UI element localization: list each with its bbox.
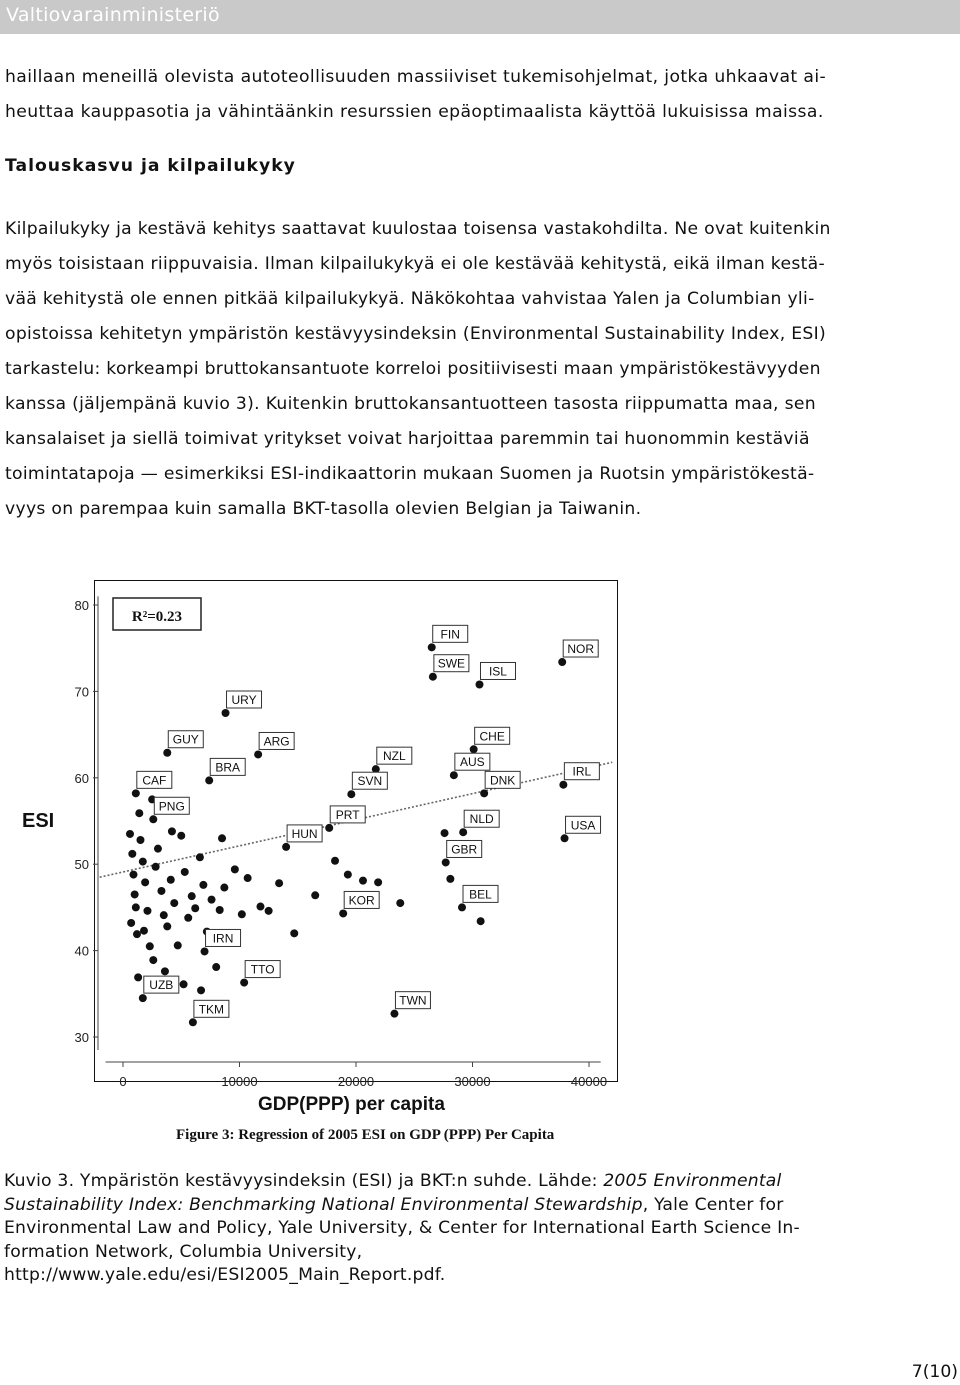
data-point: [167, 876, 175, 884]
data-point: [275, 879, 283, 887]
point-label-arg: ARG: [263, 734, 290, 749]
data-point: [344, 871, 352, 879]
data-point: [265, 907, 273, 915]
data-point: [141, 878, 149, 886]
x-tick-label: 0: [119, 1074, 127, 1089]
data-point: [231, 865, 239, 873]
point-label-swe: SWE: [437, 656, 466, 671]
data-point: [140, 927, 148, 935]
data-point-isl: [475, 680, 483, 688]
data-point: [146, 942, 154, 950]
text-line: Kilpailukyky ja kestävä kehitys saattavat kuulostaa toisensa vastakohdilta. Ne ovat kuitenkin: [5, 219, 831, 239]
caption-text: Environmental Law and Policy, Yale University, & Center for International Earth Science In-: [4, 1218, 800, 1238]
data-point: [134, 973, 142, 981]
data-point: [131, 890, 139, 898]
x-tick-label: 20000: [337, 1074, 375, 1089]
point-label-svn: SVN: [357, 774, 383, 789]
data-point: [181, 868, 189, 876]
data-point: [184, 914, 192, 922]
x-tick-label: 40000: [570, 1074, 608, 1089]
data-point: [216, 906, 224, 914]
r-squared-label: R²=0.23: [131, 609, 183, 625]
data-point: [238, 910, 246, 918]
data-point: [477, 917, 485, 925]
text-line: haillaan meneillä olevista autoteollisuuden massiiviset tukemisohjelmat, jotka uhkaavat ai-: [5, 67, 827, 87]
point-label-guy: GUY: [172, 732, 199, 747]
data-point-bel: [458, 903, 466, 911]
text-line: kansalaiset ja siellä toimivat yritykset voivat harjoittaa paremmin tai huonommin kestäviä: [5, 429, 810, 449]
point-label-gbr: GBR: [451, 842, 478, 857]
point-label-aus: AUS: [460, 755, 485, 770]
data-point: [199, 881, 207, 889]
point-label-dnk: DNK: [489, 773, 516, 788]
text-line: vää kehitystä ole ennen pitkää kilpailukykyä. Näkökohtaa vahvistaa Yalen ja Columbian yli-: [5, 289, 815, 309]
data-point: [208, 896, 216, 904]
data-point-irn: [201, 947, 209, 955]
data-point-tto: [240, 979, 248, 987]
point-label-bra: BRA: [215, 760, 241, 775]
point-label-nzl: NZL: [382, 749, 406, 764]
data-point: [396, 899, 404, 907]
data-point-nld: [459, 828, 467, 836]
data-point-tkm: [189, 1018, 197, 1026]
x-tick-label: 30000: [454, 1074, 491, 1089]
data-point: [180, 980, 188, 988]
data-point-caf: [132, 789, 140, 797]
point-label-tkm: TKM: [198, 1002, 225, 1017]
data-point: [132, 903, 140, 911]
text-line: heuttaa kauppasotia ja vähintäänkin resurssien epäoptimaalista käyttöä lukuisissa maissa.: [5, 102, 824, 122]
data-point: [168, 827, 176, 835]
data-point: [139, 858, 147, 866]
data-point: [160, 911, 168, 919]
y-tick-label: 70: [74, 684, 89, 700]
point-label-nld: NLD: [469, 812, 494, 827]
page-number: 7(10): [911, 1362, 958, 1382]
text-line: tarkastelu: korkeampi bruttokansantuote korreloi positiivisesti maan ympäristökestävyyden: [5, 359, 821, 379]
point-label-png: PNG: [158, 799, 185, 814]
point-label-isl: ISL: [488, 664, 507, 679]
header-title: Valtiovarainministeriö: [6, 4, 220, 26]
y-tick-label: 60: [74, 770, 89, 786]
data-point-arg: [254, 750, 262, 758]
point-label-hun: HUN: [291, 826, 318, 841]
point-label-ury: URY: [231, 693, 257, 707]
source-url[interactable]: http://www.yale.edu/esi/ESI2005_Main_Report.pdf.: [4, 1265, 446, 1285]
section-heading: Talouskasvu ja kilpailukyky: [5, 156, 296, 176]
caption-text: , Yale Center for: [642, 1194, 784, 1215]
point-label-irn: IRN: [212, 931, 234, 946]
text-line: opistoissa kehitetyn ympäristön kestävyysindeksin (Environmental Sustainability Index, ESI): [5, 324, 826, 344]
data-point: [256, 903, 264, 911]
caption-italic-title: 2005 Environmental: [603, 1171, 782, 1191]
data-point: [157, 887, 165, 895]
point-label-twn: TWN: [399, 993, 427, 1008]
point-label-uzb: UZB: [149, 978, 174, 993]
data-point: [331, 857, 339, 865]
data-point: [311, 891, 319, 899]
data-point: [220, 884, 228, 892]
y-tick-label: 50: [74, 857, 89, 873]
data-point: [152, 863, 160, 871]
data-point-prt: [325, 824, 333, 832]
data-point-irl: [559, 781, 567, 789]
data-point: [446, 875, 454, 883]
point-label-che: CHE: [479, 729, 505, 744]
data-point: [126, 830, 134, 838]
text-line: vyys on parempaa kuin samalla BKT-tasolla olevien Belgian ja Taiwanin.: [5, 499, 642, 519]
data-point-gbr: [442, 858, 450, 866]
data-point: [196, 853, 204, 861]
data-point-che: [470, 745, 478, 753]
data-point-usa: [561, 834, 569, 842]
y-tick-label: 40: [74, 943, 89, 959]
data-point-hun: [282, 843, 290, 851]
data-point: [163, 922, 171, 930]
point-label-kor: KOR: [348, 893, 375, 908]
data-point: [244, 874, 252, 882]
data-point: [128, 850, 136, 858]
x-tick-label: 10000: [221, 1074, 258, 1089]
data-point: [290, 929, 298, 937]
data-point: [136, 836, 144, 844]
data-point: [154, 845, 162, 853]
data-point-aus: [450, 771, 458, 779]
data-point-nor: [558, 658, 566, 666]
data-point-png: [149, 815, 157, 823]
caption-text: formation Network, Columbia University,: [4, 1241, 363, 1262]
data-point: [143, 907, 151, 915]
text-line: toimintatapoja — esimerkiksi ESI-indikaattorin mukaan Suomen ja Ruotsin ympäristökestä-: [5, 464, 815, 484]
data-point: [191, 904, 199, 912]
data-point-guy: [163, 749, 171, 757]
data-point: [129, 871, 137, 879]
data-point: [127, 919, 135, 927]
caption-italic-title-cont: Sustainability Index: Benchmarking National Environmental Stewardship: [4, 1194, 643, 1215]
point-label-irl: IRL: [572, 764, 592, 779]
figure-caption-title: Figure 3: Regression of 2005 ESI on GDP (PPP) Per Capita: [176, 1127, 555, 1143]
data-point: [135, 809, 143, 817]
point-label-prt: PRT: [335, 807, 360, 822]
data-point: [149, 956, 157, 964]
y-tick-label: 80: [74, 598, 89, 613]
data-point: [359, 877, 367, 885]
point-label-nor: NOR: [567, 642, 595, 657]
data-point: [197, 986, 205, 994]
point-label-usa: USA: [570, 818, 596, 833]
data-point: [188, 892, 196, 900]
data-point: [133, 930, 141, 938]
data-point: [212, 963, 220, 971]
data-point: [441, 829, 449, 837]
data-point-dnk: [480, 789, 488, 797]
data-point: [174, 941, 182, 949]
data-point-fin: [428, 643, 436, 651]
data-point: [177, 832, 185, 840]
x-axis-title: GDP(PPP) per capita: [258, 1094, 445, 1115]
point-label-caf: CAF: [142, 773, 167, 788]
figure-caption: [4, 1170, 924, 1288]
point-label-tto: TTO: [250, 962, 275, 977]
y-tick-label: 30: [74, 1030, 89, 1045]
data-point: [161, 967, 169, 975]
data-point-swe: [429, 673, 437, 681]
data-point-uzb: [139, 994, 147, 1002]
data-point: [218, 834, 226, 842]
point-label-fin: FIN: [440, 627, 460, 642]
text-line: kanssa (jäljempänä kuvio 3). Kuitenkin bruttokansantuotteen tasosta riippumatta maa, sen: [5, 394, 816, 414]
point-label-bel: BEL: [469, 887, 492, 902]
data-point-twn: [390, 1010, 398, 1018]
y-axis-title: ESI: [22, 810, 55, 832]
data-point-bra: [205, 776, 213, 784]
text-line: myös toisistaan riippuvaisia. Ilman kilpailukykyä ei ole kestävää kehitystä, eikä ilman kestä-: [5, 254, 825, 274]
data-point: [170, 899, 178, 907]
data-point: [374, 878, 382, 886]
data-point-svn: [347, 790, 355, 798]
caption-text: Kuvio 3. Ympäristön kestävyysindeksin (ESI) ja BKT:n suhde. Lähde:: [4, 1171, 604, 1191]
data-point-ury: [222, 709, 230, 717]
data-point-kor: [339, 909, 347, 917]
